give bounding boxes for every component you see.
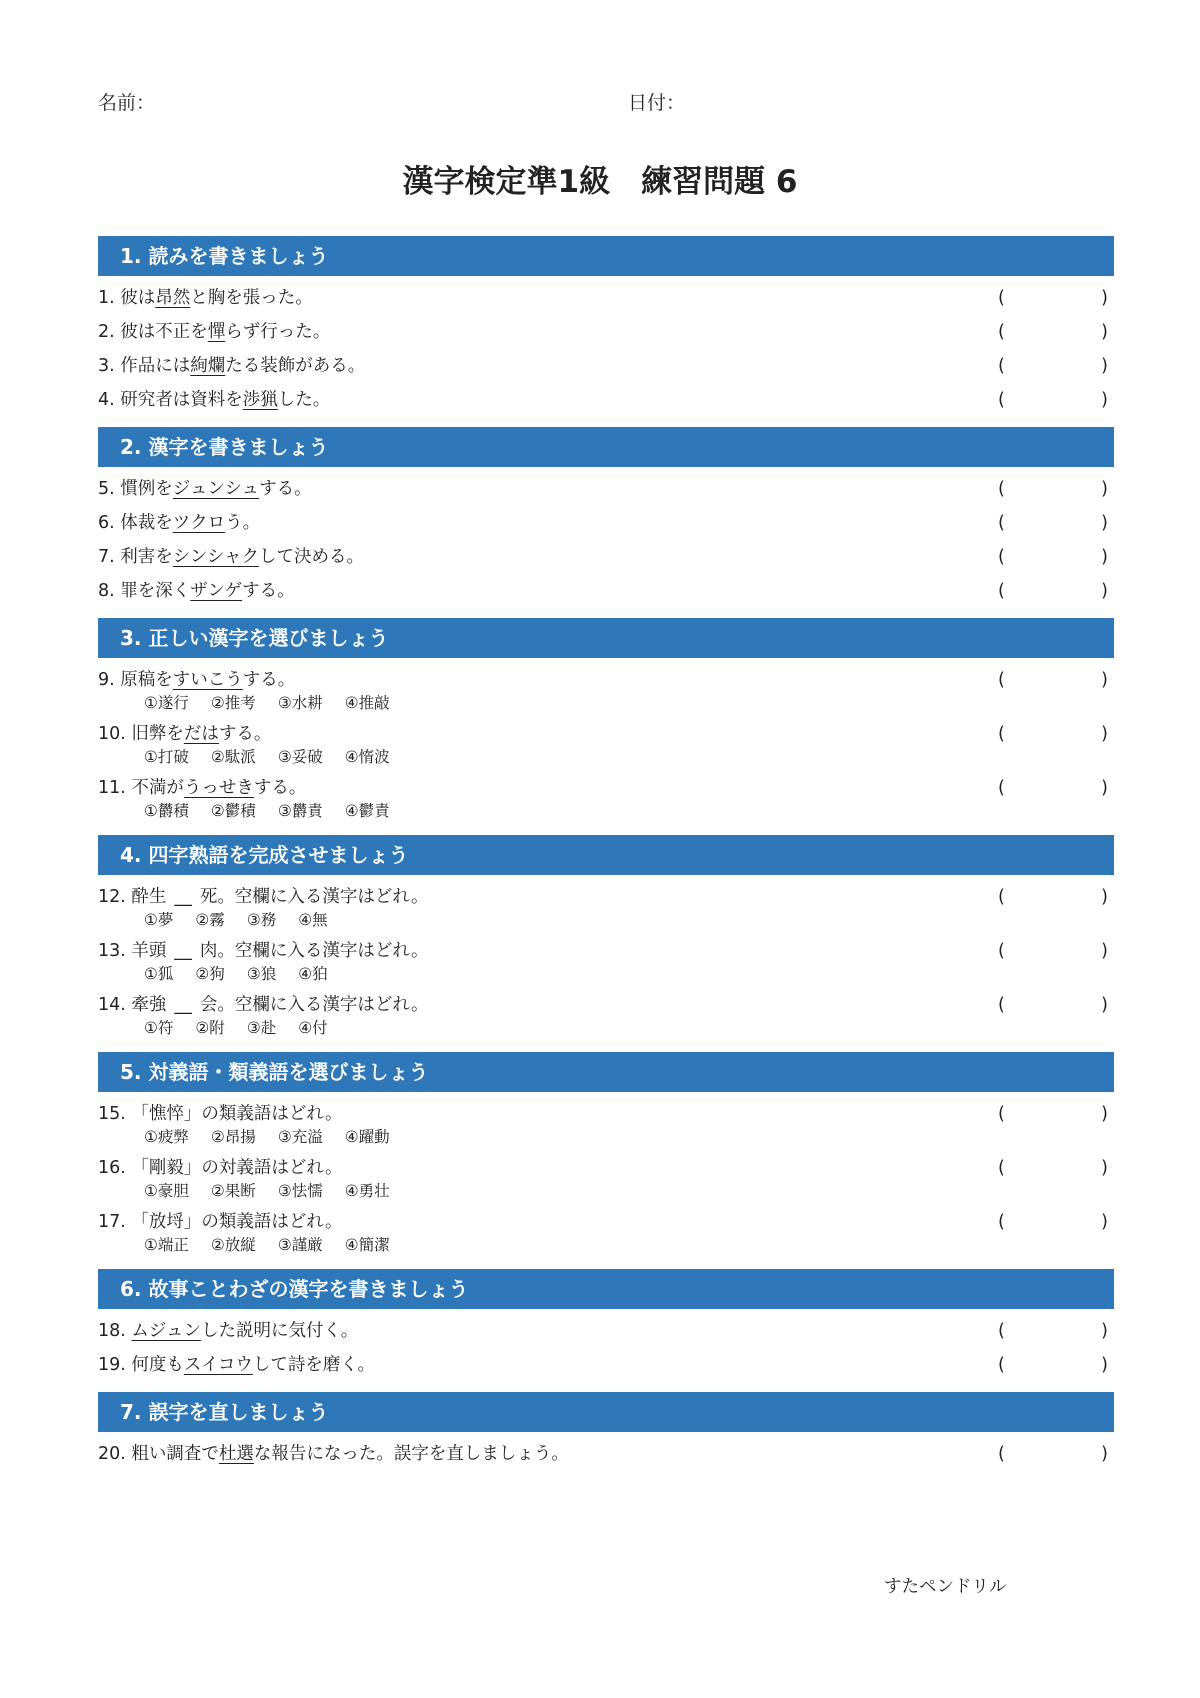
- section: [98, 427, 1114, 606]
- question-number: 8.: [98, 581, 121, 601]
- question-prefix: 原稿を: [120, 670, 173, 690]
- question-number: 14.: [98, 995, 132, 1015]
- question-item: [98, 1439, 1114, 1469]
- question-prefix: 「剛毅」の対義語はどれ。: [131, 1158, 343, 1178]
- section-header: 1. 読みを書きましょう: [98, 236, 1114, 276]
- answer-box[interactable]: [998, 1439, 1114, 1469]
- answer-box[interactable]: [998, 773, 1114, 803]
- answer-paren-open: (: [998, 1212, 1005, 1232]
- option-item: ④勇壮: [344, 1182, 390, 1200]
- question-blank: __: [174, 941, 192, 961]
- question-item: [98, 351, 1114, 381]
- question-number: 13.: [98, 941, 132, 961]
- question-target-word: 憚: [207, 322, 226, 342]
- question-suffix: 会。空欄に入る漢字はどれ。: [199, 995, 429, 1015]
- question-text: [98, 542, 1114, 572]
- question-number: 18.: [98, 1321, 132, 1341]
- question-number: 2.: [98, 322, 121, 342]
- answer-paren-close: ): [1101, 513, 1108, 533]
- answer-paren-open: (: [998, 670, 1005, 690]
- option-item: ④付: [298, 1019, 328, 1037]
- option-item: ③謹厳: [277, 1236, 323, 1254]
- question-item: [98, 1099, 1114, 1149]
- answer-paren-close: ): [1101, 390, 1108, 410]
- answer-box[interactable]: [998, 936, 1114, 966]
- question-target-word: シンシャク: [172, 547, 260, 567]
- answer-paren-close: ): [1101, 547, 1108, 567]
- question-text: [98, 936, 1114, 966]
- question-item: [98, 719, 1114, 769]
- question-target-word: すいこう: [172, 670, 243, 690]
- answer-box[interactable]: [998, 719, 1114, 749]
- question-suffix: した。: [277, 390, 331, 410]
- answer-box[interactable]: [998, 474, 1114, 504]
- question-text: [98, 283, 1114, 313]
- answer-box[interactable]: [998, 351, 1114, 381]
- answer-paren-open: (: [998, 1104, 1005, 1124]
- option-item: ②駄派: [210, 748, 256, 766]
- answer-box[interactable]: [998, 576, 1114, 606]
- question-suffix: して詩を磨く。: [252, 1355, 376, 1375]
- answer-paren-close: ): [1101, 322, 1108, 342]
- question-text: [98, 882, 1114, 912]
- option-list: [98, 1126, 1114, 1149]
- question-target-word: うっせき: [183, 778, 254, 798]
- question-item: [98, 1350, 1114, 1380]
- question-number: 10.: [98, 724, 132, 744]
- option-item: ③狼: [246, 965, 277, 983]
- option-item: ①端正: [144, 1236, 189, 1254]
- option-item: ④躍動: [344, 1128, 390, 1146]
- question-prefix: 彼は: [120, 288, 156, 308]
- option-item: ④推敲: [344, 694, 390, 712]
- option-item: ③務: [246, 911, 277, 929]
- question-prefix: 彼は不正を: [120, 322, 208, 342]
- option-item: ④簡潔: [344, 1236, 390, 1254]
- question-suffix: する。: [242, 581, 295, 601]
- question-prefix: 作品には: [120, 356, 191, 376]
- question-number: 6.: [98, 513, 121, 533]
- question-prefix: 旧弊を: [131, 724, 184, 744]
- question-suffix: う。: [225, 513, 261, 533]
- option-item: ④鬱責: [344, 802, 390, 820]
- question-text: [98, 1350, 1114, 1380]
- option-item: ③怯懦: [277, 1182, 323, 1200]
- option-item: ①欝積: [144, 802, 189, 820]
- question-blank: __: [174, 995, 192, 1015]
- question-target-word: 杜選: [218, 1444, 254, 1464]
- answer-box[interactable]: [998, 385, 1114, 415]
- option-item: ②附: [195, 1019, 225, 1037]
- question-number: 4.: [98, 390, 121, 410]
- question-number: 16.: [98, 1158, 132, 1178]
- option-item: ③欝責: [277, 802, 323, 820]
- question-prefix: 罪を深く: [120, 581, 191, 601]
- question-item: [98, 385, 1114, 415]
- answer-paren-open: (: [998, 778, 1005, 798]
- answer-box[interactable]: [998, 1316, 1114, 1346]
- section: [98, 1392, 1114, 1469]
- section: [98, 1269, 1114, 1380]
- question-suffix: な報告になった。誤字を直しましょう。: [253, 1444, 569, 1464]
- answer-box[interactable]: [998, 1153, 1114, 1183]
- answer-paren-close: ): [1101, 1355, 1108, 1375]
- answer-paren-close: ): [1101, 1212, 1108, 1232]
- option-item: ①疲弊: [144, 1128, 189, 1146]
- option-list: [98, 692, 1114, 715]
- answer-box[interactable]: [998, 882, 1114, 912]
- answer-paren-close: ): [1101, 724, 1108, 744]
- page-title: 漢字検定準1級 練習問題 6: [402, 164, 798, 200]
- answer-paren-open: (: [998, 356, 1005, 376]
- answer-paren-close: ): [1101, 288, 1108, 308]
- question-prefix: 粗い調査で: [131, 1444, 219, 1464]
- option-item: ③充溢: [277, 1128, 323, 1146]
- answer-paren-close: ): [1101, 995, 1108, 1015]
- question-number: 20.: [98, 1444, 132, 1464]
- answer-paren-close: ): [1101, 1104, 1108, 1124]
- option-item: ④無: [298, 911, 328, 929]
- question-number: 12.: [98, 887, 132, 907]
- option-item: ①夢: [144, 911, 174, 929]
- question-number: 5.: [98, 479, 121, 499]
- question-target-word: ムジュン: [131, 1321, 202, 1341]
- answer-paren-close: ): [1101, 1321, 1108, 1341]
- section-header: 3. 正しい漢字を選びましょう: [98, 618, 1114, 658]
- option-list: [98, 909, 1114, 932]
- option-item: ②推考: [210, 694, 256, 712]
- option-item: ②果断: [210, 1182, 256, 1200]
- question-number: 17.: [98, 1212, 132, 1232]
- option-item: ②放縦: [210, 1236, 256, 1254]
- question-target-word: ジュンシュ: [172, 479, 260, 499]
- question-text: [98, 474, 1114, 504]
- section: [98, 618, 1114, 823]
- answer-paren-open: (: [998, 513, 1005, 533]
- question-item: [98, 1207, 1114, 1257]
- answer-box[interactable]: [998, 283, 1114, 313]
- option-list: [98, 1234, 1114, 1257]
- question-target-word: スイコウ: [183, 1355, 253, 1375]
- question-item: [98, 508, 1114, 538]
- question-suffix: 肉。空欄に入る漢字はどれ。: [199, 941, 429, 961]
- question-number: 3.: [98, 356, 121, 376]
- question-prefix: 羊頭: [131, 941, 167, 961]
- question-text: [98, 385, 1114, 415]
- answer-paren-open: (: [998, 724, 1005, 744]
- question-prefix: 牽強: [131, 995, 167, 1015]
- question-item: [98, 474, 1114, 504]
- answer-box[interactable]: [998, 1207, 1114, 1237]
- option-item: ②霧: [195, 911, 225, 929]
- question-suffix: する。: [253, 778, 307, 798]
- answer-box[interactable]: [998, 508, 1114, 538]
- answer-box[interactable]: [998, 665, 1114, 695]
- option-item: ②狗: [195, 965, 225, 983]
- answer-box[interactable]: [998, 1099, 1114, 1129]
- answer-paren-open: (: [998, 1321, 1005, 1341]
- question-text: [98, 990, 1114, 1020]
- answer-paren-close: ): [1101, 581, 1108, 601]
- question-number: 11.: [98, 778, 132, 798]
- question-item: [98, 576, 1114, 606]
- question-target-word: だは: [183, 724, 219, 744]
- answer-paren-open: (: [998, 390, 1005, 410]
- question-number: 19.: [98, 1355, 132, 1375]
- section-header: 2. 漢字を書きましょう: [98, 427, 1114, 467]
- option-item: ②鬱積: [210, 802, 256, 820]
- option-item: ①狐: [144, 965, 174, 983]
- option-list: [98, 800, 1114, 823]
- answer-paren-open: (: [998, 322, 1005, 342]
- answer-paren-close: ): [1101, 887, 1108, 907]
- question-prefix: 「憔悴」の類義語はどれ。: [131, 1104, 343, 1124]
- answer-paren-open: (: [998, 1158, 1005, 1178]
- answer-box[interactable]: [998, 990, 1114, 1020]
- name-label: 名前：: [98, 92, 156, 114]
- question-prefix: 利害を: [120, 547, 173, 567]
- question-item: [98, 773, 1114, 823]
- question-number: 1.: [98, 288, 121, 308]
- question-target-word: ザンゲ: [190, 581, 243, 601]
- question-suffix: らず行った。: [225, 322, 331, 342]
- option-item: ①打破: [144, 748, 189, 766]
- answer-box[interactable]: [998, 542, 1114, 572]
- answer-box[interactable]: [998, 1350, 1114, 1380]
- section-header: 6. 故事ことわざの漢字を書きましょう: [98, 1269, 1114, 1309]
- question-text: [98, 1439, 1114, 1469]
- question-text: [98, 665, 1114, 695]
- question-text: [98, 576, 1114, 606]
- answer-paren-close: ): [1101, 479, 1108, 499]
- answer-paren-open: (: [998, 995, 1005, 1015]
- question-item: [98, 990, 1114, 1040]
- question-suffix: 死。空欄に入る漢字はどれ。: [199, 887, 429, 907]
- question-number: 7.: [98, 547, 121, 567]
- question-blank: __: [174, 887, 192, 907]
- question-item: [98, 1153, 1114, 1203]
- answer-paren-open: (: [998, 479, 1005, 499]
- option-item: ①遂行: [144, 694, 189, 712]
- answer-paren-close: ): [1101, 1444, 1108, 1464]
- answer-paren-close: ): [1101, 941, 1108, 961]
- answer-paren-close: ): [1101, 356, 1108, 376]
- question-prefix: 「放埒」の類義語はどれ。: [131, 1212, 343, 1232]
- section-header: 4. 四字熟語を完成させましょう: [98, 835, 1114, 875]
- question-text: [98, 351, 1114, 381]
- answer-paren-open: (: [998, 1355, 1005, 1375]
- question-suffix: する。: [242, 670, 296, 690]
- option-item: ④狛: [298, 965, 328, 983]
- answer-paren-open: (: [998, 581, 1005, 601]
- section: [98, 236, 1114, 415]
- question-suffix: する。: [259, 479, 312, 499]
- option-list: [98, 746, 1114, 769]
- question-text: [98, 317, 1114, 347]
- date-label: 日付：: [628, 92, 686, 114]
- question-text: [98, 508, 1114, 538]
- question-prefix: 体裁を: [120, 513, 173, 533]
- question-item: [98, 283, 1114, 313]
- option-list: [98, 1017, 1114, 1040]
- question-item: [98, 1316, 1114, 1346]
- question-target-word: 昂然: [155, 288, 191, 308]
- answer-paren-close: ): [1101, 778, 1108, 798]
- answer-paren-open: (: [998, 547, 1005, 567]
- option-item: ②昂揚: [210, 1128, 256, 1146]
- question-target-word: 渉猟: [242, 390, 278, 410]
- question-target-word: 絢爛: [190, 356, 226, 376]
- section: [98, 835, 1114, 1040]
- question-suffix: する。: [218, 724, 272, 744]
- footer-brand: すたペンドリル: [884, 1577, 1007, 1597]
- option-item: ①符: [144, 1019, 174, 1037]
- question-text: [98, 1207, 1114, 1237]
- answer-paren-open: (: [998, 288, 1005, 308]
- answer-paren-open: (: [998, 1444, 1005, 1464]
- option-item: ④惰波: [344, 748, 390, 766]
- question-target-word: ツクロ: [172, 513, 226, 533]
- option-item: ①豪胆: [144, 1182, 189, 1200]
- question-prefix: 不満が: [131, 778, 184, 798]
- answer-paren-open: (: [998, 941, 1005, 961]
- question-text: [98, 1099, 1114, 1129]
- question-number: 15.: [98, 1104, 132, 1124]
- question-prefix: 何度も: [131, 1355, 184, 1375]
- answer-paren-close: ): [1101, 670, 1108, 690]
- question-prefix: 慣例を: [120, 479, 173, 499]
- question-item: [98, 882, 1114, 932]
- answer-box[interactable]: [998, 317, 1114, 347]
- question-text: [98, 1153, 1114, 1183]
- question-number: 9.: [98, 670, 121, 690]
- question-prefix: 研究者は資料を: [120, 390, 243, 410]
- section-header: 5. 対義語・類義語を選びましょう: [98, 1052, 1114, 1092]
- question-text: [98, 1316, 1114, 1346]
- worksheet-content: [98, 236, 1114, 1481]
- section-header: 7. 誤字を直しましょう: [98, 1392, 1114, 1432]
- question-suffix: して決める。: [259, 547, 365, 567]
- question-item: [98, 665, 1114, 715]
- question-item: [98, 542, 1114, 572]
- option-list: [98, 963, 1114, 986]
- question-item: [98, 936, 1114, 986]
- option-list: [98, 1180, 1114, 1203]
- question-text: [98, 719, 1114, 749]
- question-item: [98, 317, 1114, 347]
- answer-paren-open: (: [998, 887, 1005, 907]
- question-suffix: した説明に気付く。: [201, 1321, 359, 1341]
- option-item: ③水耕: [277, 694, 323, 712]
- question-text: [98, 773, 1114, 803]
- option-item: ③赴: [246, 1019, 277, 1037]
- section: [98, 1052, 1114, 1257]
- option-item: ③妥破: [277, 748, 323, 766]
- question-suffix: たる装飾がある。: [225, 356, 366, 376]
- question-prefix: 酔生: [131, 887, 167, 907]
- answer-paren-close: ): [1101, 1158, 1108, 1178]
- question-suffix: と胸を張った。: [190, 288, 313, 308]
